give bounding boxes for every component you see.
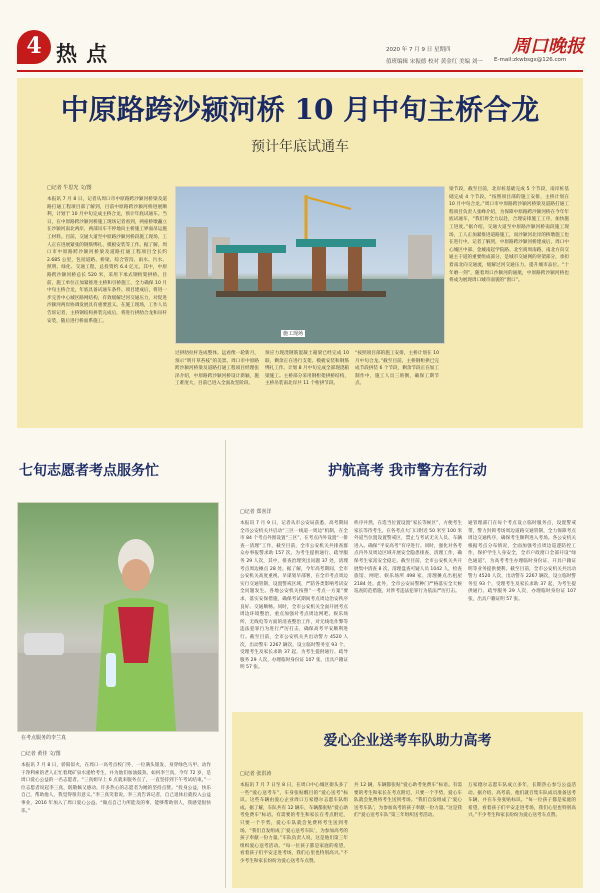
- section-title: 热 点: [56, 41, 109, 66]
- newspaper-logo: 周口晚报: [512, 36, 584, 57]
- charity-byline: □记者 张洪涛: [240, 771, 272, 777]
- lead-story: [17, 78, 583, 428]
- lead-headline: 中原路跨沙颍河桥 10 月中旬主桥合龙: [60, 93, 540, 126]
- lead-subtitle: 预计年底试通车: [251, 139, 349, 155]
- lead-byline: □记者 牛思光 文/图: [47, 185, 92, 191]
- charity-story: [232, 712, 583, 888]
- editor-staff: 值班编辑 宋振德 校对 黄金红 美编 刘一: [386, 59, 483, 65]
- volunteers-byline: □记者 黄佳 文/图: [21, 751, 61, 757]
- lead-body-right: 梁节段，截至目前，北岸桩基础完成 5 个节段，南岸桩基础完成 4 个节段。“按照项目部的施工安排，主桥计划在 10 月中旬合龙。”周口市中原路跨沙颍河桥梁及道路打通工程项目负责人张峰介绍，为保障中原路跨沙颍河桥在今年年底试通车，“我们将全力以赴，合理安排施工工序，加快施工进度。”据介绍，交通大道至中原路沙颍河桥南段施工现场，工人正加紧推进道路施工，而沙颍河北岸的桥墩施工也在进行中。记者了解到，中原路跨沙颍河桥建成后，周口中心城区中部、金城南起学院路、北至商周南路，南北方向交通主干道的重要组成部分，是城市交通网的骨架部分，承担着南北向交通流，缓解过河交通压力，提升城市品位。“十年磨一剑”，随着周口沙颍河的通航，中原路跨沙颍河桥也将成为展现周口城市面貌的“窗口”。: [449, 187, 569, 284]
- volunteers-body: 本报讯 7 月 8 日，骄阳似火，在周口一高考点校门外，一位满头银发、身穿绿色马甲、动作干净利索的老人正忙着爬矿泉水递给考生，并为他们加油鼓劲。如何李兰真，今年 72 岁，是周口爱心公益的一名志愿者。“三真姐早上 6 点就来服务点了，一直坚持到下午考试结束。”一位志愿者说起李三真，既敬佩又感动。许多热心的志愿者为她的坚持点赞。“投身公益，快乐自己，帮助他人，我觉得很有意义。”李三真笑着说。李三真告诉记者，自己退休后就投入公益事业，2016 年加入了周口爱心公益。“做点自己力所能及的事，能够帮助别人，我感觉很快乐。”: [21, 763, 211, 814]
- charity-headline: 爱心企业送考车队助力高考: [323, 733, 492, 749]
- volunteers-headline: 七旬志愿者考点服务忙: [19, 463, 159, 479]
- volunteer-portrait-illustration: [18, 503, 218, 731]
- photo-caption: 施工现场: [283, 331, 304, 337]
- bridge-construction-illustration: [176, 187, 444, 343]
- police-body-continued-2: 通管理部门在每个考点设立临时服务点，设置警戒带，警力封锁考场周边道路交通管制，全力保障考点周边交通秩序，确保考生顺利进入考场。各公安机关根据考点分布情况，全面加强考点周边巡逻防控工作，保护学生人身安全，全市户政窗口全部开设“绿色通道”，为高考考生办理临时身份证、开具户籍证明等业务提供便利。截至目前，全市公安机关共出动警力 4520 人次，出动警车 2267 辆次，设立临时警务室 93 个，受理考生及家长求助 37 起，为考生提供通行、疏导服务 29 人次，办理临时身份证 107 张，出具户籍证明 57 张。: [468, 521, 576, 602]
- police-body: 本报讯 7 月 9 日，记者从市公安局获悉，高考期间全市公安机关共启动“三区一线道一周边”机制，在全市 84 个考点外围设置“三区”，在考点内外设置“一排查一清理”工作，截至目前，全市公安机关共排查群众办事报警求助 157 次，为考生提供通行、疏导服务 29 人次，其中，排查治理突出问题 37 处，清理考点周边摊点 28 处。据了解，今年高考期间，全市公安机关高度重视，早谋划早部署，在全市考点周边实行交通管制，设置警戒区域，严防各类影响考试安全问题发生。各地公安机关按照“一考点一方案”要求，落实安保措施，确保考试期间考点周边治安秩序良好、交通顺畅。同时，全市公安机关全面开展考点周边环境整治，重点加强对考点周边网吧、娱乐场所、无线电等方面的清查整治工作，对无线电作弊等违法犯罪行为进行严厉打击，确保高考平安顺利进行。截至目前，全市公安机关共出动警力 4520 人次，出动警车 2267 辆次，设立临时警务室 93 个，受理考生及家长求助 37 起，为考生提供通行、疏导服务 29 人次，办理临时身份证 107 张，出具户籍证明 57 张。: [240, 521, 348, 671]
- police-headline: 护航高考 我市警方在行动: [328, 463, 487, 479]
- page-number: 4: [26, 33, 42, 59]
- lead-body-continued-2: 预应力现浇钢筋混凝土箱梁已经完成 10 联，剩余正在进行支架、模板安装和钢筋绑扎工作。计划 8 月中旬完成全部现浇箱梁施工。主桥部分采用钢桁架拱桥结构，主桥吊装南北岸共 11 个桁拱节段。: [265, 351, 349, 387]
- lead-body-continued-3: “按照项目部的施工安排，主桥计划在 10 月中旬合龙。”截至目前，主桥钢桁拱已完成节段拼装 6 个节段，剩余节段正在加工制作中，施工人员三班倒，确保工期节点。: [355, 351, 439, 387]
- masthead: [0, 0, 600, 72]
- volunteers-story: [17, 440, 217, 888]
- issue-date: 2020 年 7 月 9 日 星期四: [386, 47, 451, 53]
- volunteer-photo: [17, 502, 219, 732]
- contact-email: E-mail:zkwbsgx@126.com: [494, 57, 567, 63]
- column-divider: [225, 440, 226, 888]
- police-body-continued-1: 秩序井然，在选当位置设置“家长等候区”，方便考生家长等待考生。在各考点大门口附近 50 米至 100 米外道当位置设置警戒区，禁止与考试无关人员、车辆进入。确保“平安高考”有序进行。同时，强化对各考点内外及周边区域开展安全隐患排查、清理工作，确保考生家富安全稳定。截至目前，全市公安机关共开展集中清查 8 次，清理盘查可疑人员 1042 人，检查旅馆、网吧、娱乐场所 498 家，清理摊点出租屋 2184 处。此外，全市公安局警种门严格落实全天候巡查防范措施，对涉考违法犯罪行为依法严厉打击。: [354, 521, 462, 595]
- police-story: [232, 440, 583, 708]
- volunteer-photo-caption: 在考点服务的李兰真: [21, 735, 67, 741]
- lead-body: 本报讯 7 月 8 日，记者从周口市中原路跨沙颍河桥梁及道路打通工程项目部了解到，目前中原路跨沙颍河桥进展顺利，计划于 10 月中旬完成主桥合龙，预计年底试通车。当日，在中原路跨沙颍河桥施工现场记者看到，两座桥墩矗立在沙颍河南北两岸，两部吊车不停地向主桥施工界面吊运施工材料。目前，交通大道至中原路沙颍河桥段施工现场，工人正在进展紧张的钢筋绑扎、模板安装等工作。据了解，周口市中原路跨沙颍河桥梁及道路打通工程项目全长约 2.685 公里，包括道路、桥梁、综合管沟、雨水、污水、照明、绿化、交通工程，总投资约 6.4 亿元。其中，中原路跨沙颍河桥总长 520 米，采用下承式钢桁架拱桥。目前，施工单位正加紧推进主桥和引桥施工，全力确保 10 月中旬主桥合龙，年底具备试通车条件。项目建成后，将进一步完善中心城区路网结构，有效缓解过河交通压力，对促进沙颍河两岸协调发展具有重要意义。在施工现场，工作人员告诉记者，主桥钢结构拼装完成后，将进行拱肋合龙和吊杆安装，随后进行桥面系施工。: [47, 197, 167, 324]
- charity-body-continued-2: 万家德尔志愿车队成立多年，长期热心参与公益活动。据介绍，高考前，他们就召集车队成员准备送考车辆，并在车身张贴标识。“每一位孩子都是家庭的希望，看着孩子们平安走进考场，我们心里也特别高兴。”不少考生和家长纷纷为爱心送考车点赞。: [468, 783, 576, 819]
- police-byline: □记者 郑喜洋: [240, 509, 272, 515]
- construction-photo: [175, 186, 445, 344]
- charity-body-continued-1: 共 12 辆，车辆都张贴“爱心助考免费车”标语。有需要的考生和家长在考点附近，只要一个手势，爱心车队就会免费将考生送到考场。“我们自发组成了‘爱心送考车队’，为参加高考的孩子奉献一份力量。”这是我们“爱心送考车队”第三年组织送考活动。: [354, 783, 462, 819]
- charity-body: 本报讯 7 月 7 日至 8 日，在周口中心城区街头多了一些“爱心送考车”，车身张贴醒目的“爱心送考”标识。这些车辆由爱心企业周口万家德尔志愿车队组成。据了解，车队共有 12 辆车，车辆都张贴“爱心助考免费车”标语。有需要的考生和家长在考点附近，只要一个手势，爱心车队就会免费将考生送到考场。“我们自发组成了‘爱心送考车队’，为参加高考的孩子奉献一份力量。”车队负责人说，这是他们第三年组织爱心送考活动。“每一位孩子都是家庭的希望，看着孩子们平安走进考场，我们心里也特别高兴。”不少考生和家长纷纷为爱心送考车点赞。: [240, 783, 348, 864]
- masthead-rule: [17, 70, 583, 72]
- lead-body-continued-1: 过拱肋拉杆连成整体。远看像一轮新月，预示“明月草苔枝”的美景。周口市中原路跨沙颍河桥梁及道路打通工程项目经理张泽介绍，中原路跨沙颍河桥设计新颖，施工难度大，目前已进入全面攻坚阶段。: [175, 351, 259, 387]
